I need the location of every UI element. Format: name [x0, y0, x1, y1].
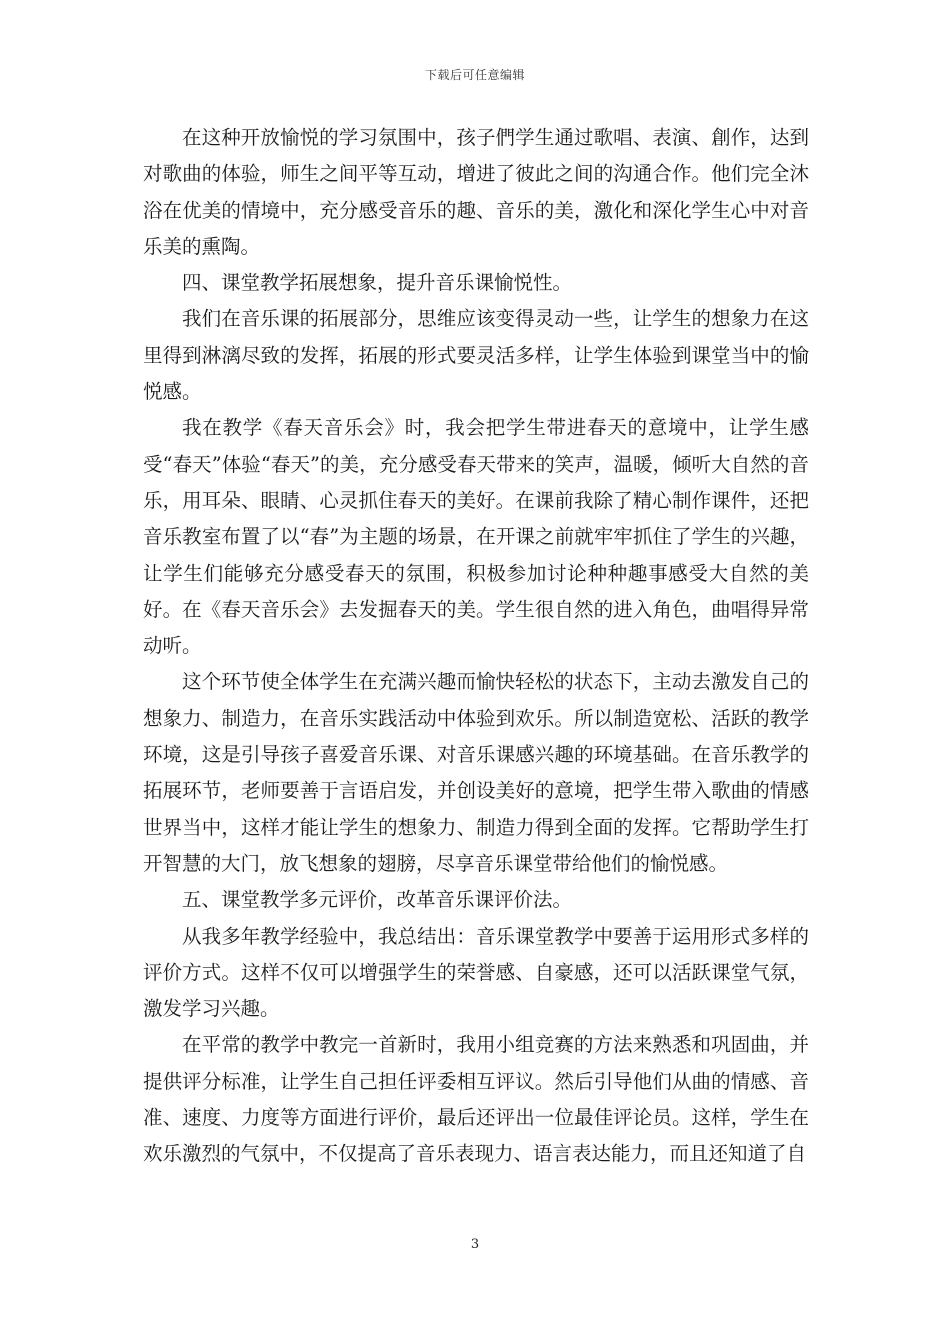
- paragraph-environment: 这个环节使全体学生在充满兴趣而愉快轻松的状态下，主动去激发自己的想象力、制造力，在音乐实践活动中体验到欢乐。所以制造宽松、活跃的教学环境，这是引导孩子喜爱音乐课、对音乐课感兴趣的环境基础。在音乐教学的拓展环节，老师要善于言语启发，并创设美好的意境，把学生带入歌曲的情感世界当中，这样才能让学生的想象力、制造力得到全面的发挥。它帮助学生打开智慧的大门，放飞想象的翅膀，尽享音乐课堂带给他们的愉悦感。: [143, 670, 809, 875]
- paragraph-atmosphere: 在这种开放愉悦的学习氛围中，孩子們学生通过歌唱、表演、創作，达到对歌曲的体验，师生之间平等互动，增进了彼此之间的沟通合作。他们完全沐浴在优美的情境中，充分感受音乐的趣、音乐的美，激化和深化学生心中对音乐美的熏陶。: [143, 126, 809, 258]
- paragraph-competition: 在平常的教学中教完一首新时，我用小组竞赛的方法来熟悉和巩固曲，并提供评分标准，让学生自己担任评委相互评议。然后引导他们从曲的情感、音准、速度、力度等方面进行评价，最后还评出一位最佳评论员。这样，学生在欢乐激烈的气氛中，不仅提高了音乐表现力、语言表达能力，而且还知道了自: [143, 1033, 809, 1166]
- section-heading-four: 四、课堂教学拓展想象，提升音乐课愉悦性。: [182, 271, 573, 295]
- document-body: [143, 120, 809, 1173]
- paragraph-extension: 我们在音乐课的拓展部分，思维应该变得灵动一些，让学生的想象力在这里得到淋漓尽致的发挥，拓展的形式要灵活多样，让学生体验到课堂当中的愉悦感。: [143, 307, 809, 404]
- paragraph-spring-concert: 我在教学《春天音乐会》时，我会把学生带进春天的意境中，让学生感受“春天”体验“春天”的美，充分感受春天带来的笑声，温暖，倾听大自然的音乐，用耳朵、眼睛、心灵抓住春天的美好。在课前我除了精心制作课件，还把音乐教室布置了以“春”为主题的场景，在开课之前就牢牢抓住了学生的兴趣，让学生们能够充分感受春天的氛围，积极参加讨论种种趣事感受大自然的美好。在《春天音乐会》去发掘春天的美。学生很自然的进入角色，曲唱得异常动听。: [143, 416, 809, 658]
- paragraph-evaluation: 从我多年教学经验中，我总结出：音乐课堂教学中要善于运用形式多样的评价方式。这样不仅可以增强学生的荣誉感、自豪感，还可以活跃课堂气氛，激发学习兴趣。: [143, 924, 809, 1021]
- section-heading-five: 五、课堂教学多元评价，改革音乐课评价法。: [182, 888, 573, 912]
- page-number: 3: [470, 1237, 480, 1252]
- page-header: 下载后可任意编辑: [424, 68, 525, 82]
